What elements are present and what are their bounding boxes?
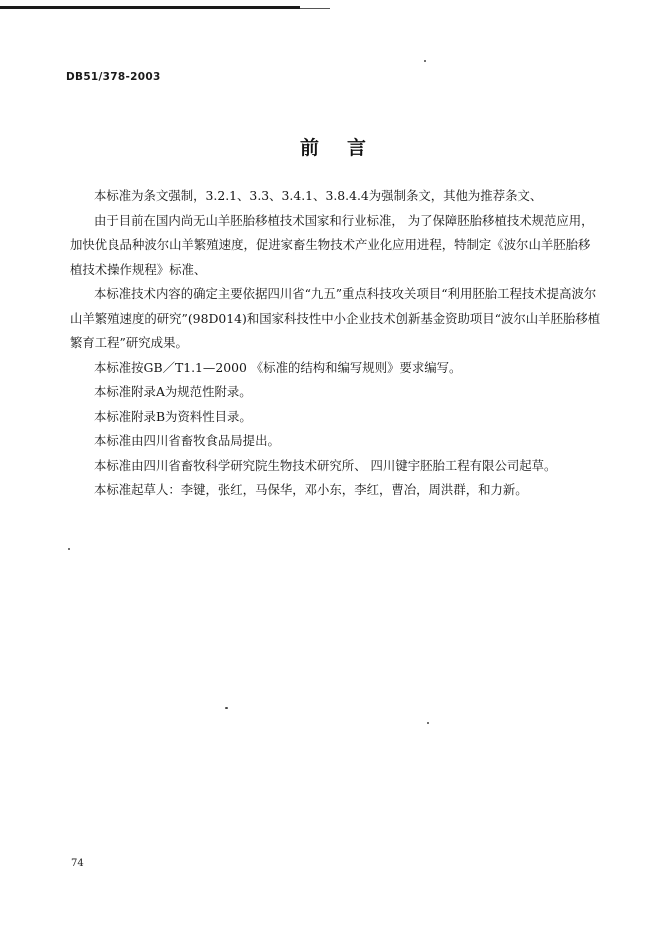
paragraph-mandatory-clauses: 本标准为条文强制，3.2.1、3.3、3.4.1、3.8.4.4为强制条文，其他为推荐条文、 — [94, 188, 543, 203]
paragraph-drafting-rules: 本标准按GB／T1.1—2000 《标准的结构和编写规则》要求编写。 — [94, 359, 462, 375]
paragraph-purpose: 由于目前在国内尚无山羊胚胎移植技术国家和行业标准， 为了保障胚胎移植技术规范应用，加快优良品种波尔山羊繁殖速度，促进家畜生物技术产业化应用进程，特制定《波尔山羊胚胎移植技术操作规程》标准、 — [70, 212, 594, 277]
scan-speck — [424, 60, 426, 62]
standard-code: DB51/378-2003 — [66, 71, 161, 83]
top-scan-rule-thin — [300, 8, 330, 9]
paragraph-proposer: 本标准由四川省畜牧食品局提出。 — [94, 433, 280, 448]
paragraph-basis: 本标准技术内容的确定主要依据四川省“九五”重点科技攻关项目“利用胚胎工程技术提高波尔山羊繁殖速度的研究”(98D014)和国家科技性中小企业技术创新基金资助项目“波尔山羊胚胎移植繁育工程”研究成果。 — [70, 286, 601, 350]
paragraph-annex-a: 本标准附录A为规范性附录。 — [94, 384, 252, 399]
paragraph-annex-b: 本标准附录B为资料性目录。 — [94, 408, 252, 424]
scan-speck — [225, 707, 228, 709]
scan-speck — [427, 722, 429, 724]
page-title: 前言 — [299, 137, 394, 159]
top-scan-rule — [0, 6, 300, 9]
page-number: 74 — [71, 858, 84, 869]
foreword-body — [70, 184, 602, 503]
paragraph-drafters: 本标准起草人：李键，张红，马保华，邓小东，李红，曹冶，周洪群，和力新。 — [94, 482, 528, 497]
paragraph-drafting-units: 本标准由四川省畜牧科学研究院生物技术研究所、 四川键宇胚胎工程有限公司起草。 — [94, 457, 557, 473]
scan-speck — [68, 548, 70, 550]
